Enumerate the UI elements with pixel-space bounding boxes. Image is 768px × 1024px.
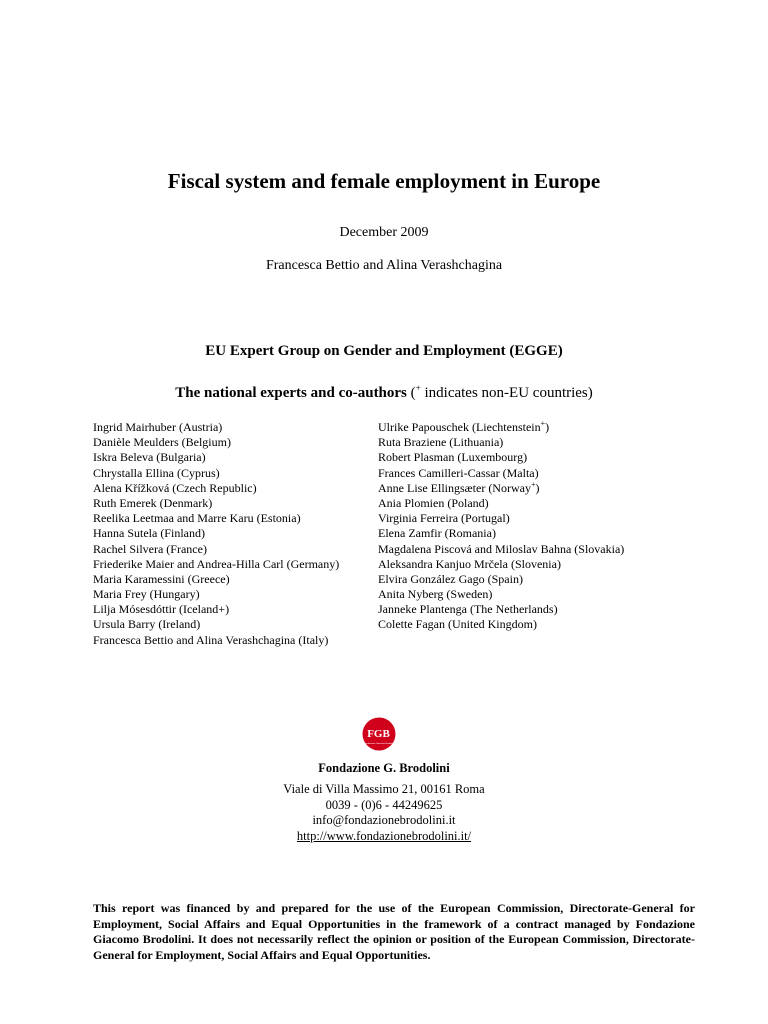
list-item: Ursula Barry (Ireland) [93,617,201,632]
website-link[interactable]: http://www.fondazionebrodolini.it/ [296,828,472,843]
email-line: info@fondazionebrodolini.it [312,813,456,827]
phone-line: 0039 - (0)6 - 44249625 [325,797,443,812]
experts-heading-open: ( [410,385,416,401]
list-item: Ania Plomien (Poland) [378,495,489,510]
list-item: Alena Křížková (Czech Republic) [93,480,257,495]
list-item: Reelika Leetmaa and Marre Karu (Estonia) [93,511,301,526]
list-item: Elena Zamfir (Romania) [378,526,496,541]
disclaimer: This report was financed by and prepared for the use of the European Commission, Directorate-General for Employment, Social Affairs and Equal Opportunities in the framework of a contract managed by Fondazione Giacomo Brodolini. It does not necessarily reflect the opinion or position of the European Commission, Directorate-General for Employment, Social Affairs and Equal Opportunities. [93,901,695,962]
list-item: Danièle Meulders (Belgium) [93,435,231,450]
logo-text: FGB [367,728,390,740]
list-item: Ruta Braziene (Lithuania) [378,435,504,450]
list-item: Chrystalla Ellina (Cyprus) [93,465,220,480]
experts-heading [0,383,768,403]
address-line: Viale di Villa Massimo 21, 00161 Roma [283,782,485,796]
list-item: Anita Nyberg (Sweden) [378,587,493,602]
foundation-address [0,782,768,844]
list-item: Francesca Bettio and Alina Verashchagina (Italy) [93,632,329,647]
list-item: Ruth Emerek (Denmark) [93,495,213,510]
list-item: Elvira González Gago (Spain) [378,571,523,586]
list-item: Friederike Maier and Andrea-Hilla Carl (Germany) [93,556,340,571]
list-item: Magdalena Piscová and Miloslav Bahna (Slovakia) [378,541,625,556]
list-item: Janneke Plantenga (The Netherlands) [378,602,558,617]
list-item: Iskra Beleva (Bulgaria) [93,450,206,465]
list-item: Colette Fagan (United Kingdom) [378,617,537,632]
list-item: Aleksandra Kanjuo Mrčela (Slovenia) [378,556,561,571]
list-item: Anne Lise Ellingsæter (Norway+) [378,479,540,495]
list-item: Robert Plasman (Luxembourg) [378,450,528,465]
list-item: Maria Frey (Hungary) [93,587,200,602]
document-title: Fiscal system and female employment in Europe [167,169,601,193]
list-item: Frances Camilleri-Cassar (Malta) [378,465,539,480]
list-item: Ulrike Papouschek (Liechtenstein+) [378,419,550,434]
list-item: Hanna Sutela (Finland) [93,526,205,541]
list-item: Virginia Ferreira (Portugal) [378,511,510,526]
experts-heading-strong: The national experts and co-authors [175,385,407,401]
list-item: Rachel Silvera (France) [93,541,207,556]
experts-heading-note: indicates non-EU countries) [420,385,593,401]
experts-heading-plus: + [415,383,421,393]
list-item: Ingrid Mairhuber (Austria) [93,420,223,434]
experts-list-left [93,420,339,648]
foundation-name: Fondazione G. Brodolini [318,761,450,775]
list-item: Maria Karamessini (Greece) [93,571,230,586]
document-authors: Francesca Bettio and Alina Verashchagina [265,258,503,273]
experts-list-right [378,420,624,633]
expert-group-heading: EU Expert Group on Gender and Employment (EGGE) [205,343,563,359]
list-item: Lilja Mósesdóttir (Iceland+) [93,602,230,617]
fgb-logo [362,717,396,751]
logo-subtext: Fondazione Giacomo Brodolini [364,743,394,745]
document-date: December 2009 [339,225,429,240]
